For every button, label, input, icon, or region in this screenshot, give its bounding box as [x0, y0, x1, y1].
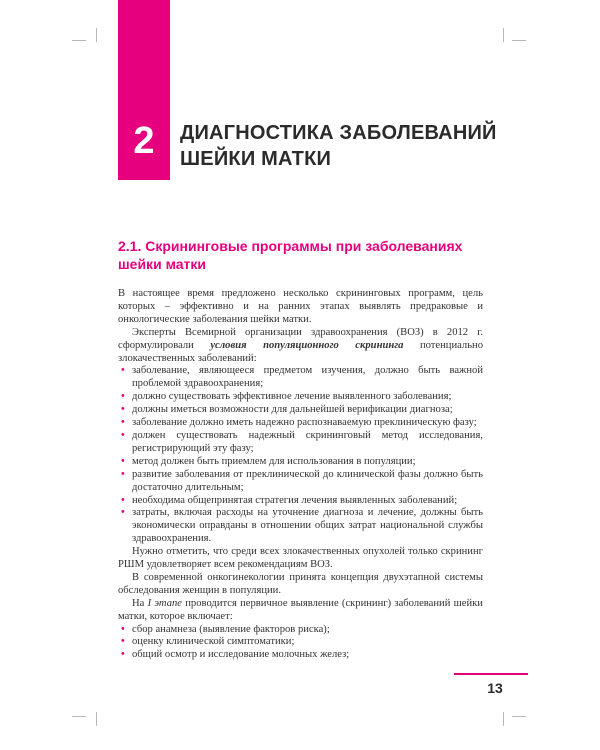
bullet-icon: • — [121, 365, 125, 377]
paragraph: Нужно отметить, что среди всех злокачественных опухолей только скрининг РШМ удовлетворяет всем рекомендациям ВОЗ. — [118, 546, 483, 571]
list-item — [118, 430, 483, 456]
paragraph-text: проводится первичное выявление (скрининг) заболеваний шейки матки, которое включает: — [118, 597, 483, 622]
chapter-title-line: ШЕЙКИ МАТКИ — [180, 148, 332, 170]
bullet-icon: • — [121, 649, 125, 661]
section-heading — [118, 237, 498, 273]
list-item — [118, 404, 483, 417]
list-item-text: метод должен быть приемлем для использования в популяции; — [132, 455, 416, 467]
list-item-text: должно существовать эффективное лечение выявленного заболевания; — [132, 391, 452, 403]
section-heading-line: 2.1. Скрининговые программы при заболеваниях — [118, 238, 463, 254]
paragraph-text: Эксперты Всемирной организации здравоохранения (ВОЗ) в 2012 г. сформулировали — [118, 326, 483, 351]
paragraph — [118, 327, 483, 366]
stage1-list — [118, 624, 483, 663]
list-item — [118, 417, 483, 430]
list-item — [118, 391, 483, 404]
paragraph: В современной онкогинекологии принята концепция двухэтапной системы обследования женщин в популяции. — [118, 571, 483, 596]
bullet-icon: • — [121, 494, 125, 506]
bullet-icon: • — [121, 391, 125, 403]
list-item-text: заболевание должно иметь надежно распознаваемую преклиническую фазу; — [132, 417, 477, 429]
bullet-icon: • — [121, 404, 125, 416]
body-text — [118, 288, 483, 662]
list-item-text: развитие заболевания от преклинической до клинической фазы должно быть достаточно длительным; — [132, 468, 483, 493]
crop-mark — [512, 716, 526, 717]
bullet-icon: • — [121, 455, 125, 467]
crop-mark — [503, 28, 504, 42]
chapter-title — [180, 120, 520, 172]
bullet-icon: • — [121, 636, 125, 648]
list-item-text: должен существовать надежный скрининговый метод исследования, регистрирующий эту фазу; — [132, 429, 483, 454]
list-item — [118, 495, 483, 508]
paragraph-text: потенциально злокачественных заболеваний: — [118, 339, 483, 364]
crop-mark — [96, 28, 97, 42]
list-item-text: должны иметься возможности для дальнейшей верификации диагноза; — [132, 404, 453, 416]
list-item-text: оценку клинической симптоматики; — [132, 636, 295, 648]
list-item-text: заболевание, являющееся предметом изучения, должно быть важной проблемой здравоохранения; — [132, 365, 483, 390]
paragraph: В настоящее время предложено несколько скрининговых программ, цель которых – эффективно и на ранних этапах выявлять предраковые и онкологические заболевания шейки матки. — [118, 288, 483, 325]
paragraph-text: На — [132, 597, 148, 609]
section-heading-line: шейки матки — [118, 256, 206, 272]
chapter-number: 2 — [133, 120, 155, 162]
bullet-icon: • — [121, 507, 125, 519]
crop-mark — [512, 40, 526, 41]
list-item-text: сбор анамнеза (выявление факторов риска); — [132, 623, 330, 635]
bullet-icon: • — [121, 623, 125, 635]
crop-mark — [96, 712, 97, 726]
list-item — [118, 636, 483, 649]
list-item-text: общий осмотр и исследование молочных желез; — [132, 649, 350, 661]
list-item — [118, 365, 483, 391]
chapter-number-block — [118, 0, 170, 180]
emphasis-text: I этапе — [147, 597, 182, 609]
bullet-icon: • — [121, 468, 125, 480]
list-item-text: затраты, включая расходы на уточнение диагноза и лечение, должны быть экономически оправданы в отношении общих затрат национальной службы здравоохранения. — [132, 507, 483, 545]
page-number: 13 — [487, 680, 503, 696]
crop-mark — [503, 712, 504, 726]
list-item — [118, 624, 483, 637]
list-item — [118, 456, 483, 469]
bullet-icon: • — [121, 429, 125, 441]
crop-mark — [72, 40, 86, 41]
paragraph — [118, 598, 483, 624]
footer-rule — [454, 673, 528, 675]
list-item — [118, 469, 483, 495]
chapter-title-line: ДИАГНОСТИКА ЗАБОЛЕВАНИЙ — [180, 122, 497, 144]
list-item — [118, 649, 483, 662]
conditions-list — [118, 365, 483, 546]
list-item — [118, 507, 483, 546]
bullet-icon: • — [121, 417, 125, 429]
emphasis-text: условия популяционного скрининга — [210, 339, 404, 351]
crop-mark — [72, 716, 86, 717]
list-item-text: необходима общепринятая стратегия лечения выявленных заболеваний; — [132, 494, 458, 506]
